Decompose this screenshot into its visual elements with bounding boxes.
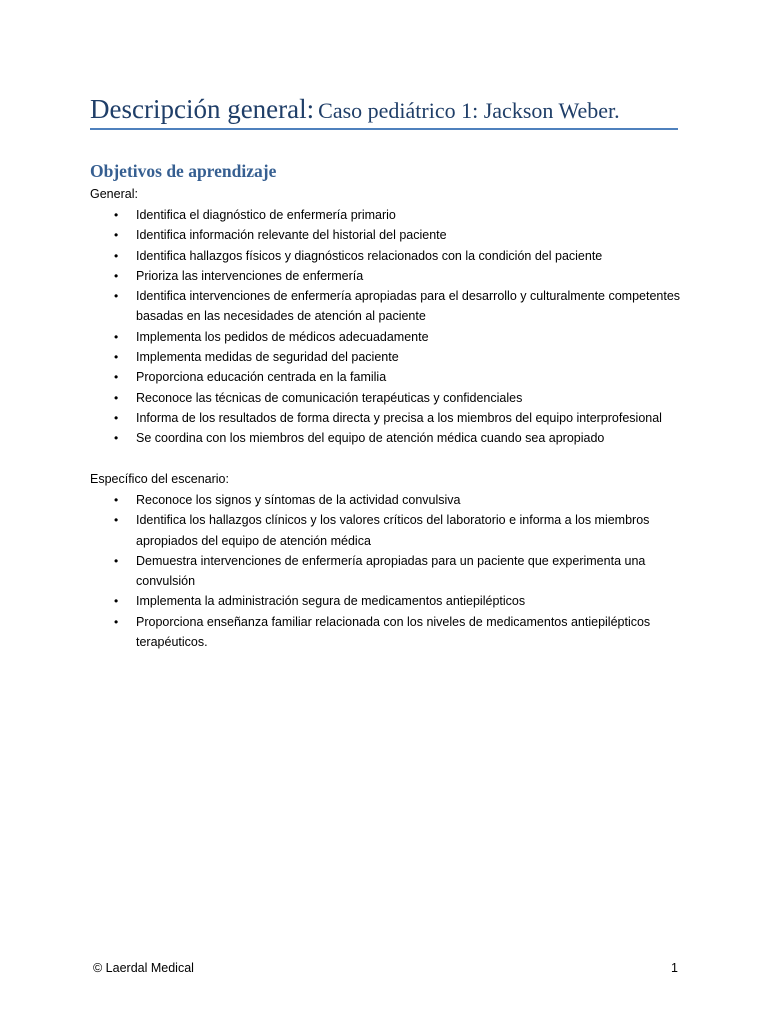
title-prefix: Descripción general: bbox=[90, 94, 315, 124]
footer-copyright: © Laerdal Medical bbox=[93, 961, 194, 975]
bullet-icon: • bbox=[114, 553, 119, 568]
title-underline bbox=[90, 128, 678, 130]
list-item: • Informa de los resultados de forma directa y precisa a los miembros del equipo interprofesional bbox=[0, 408, 700, 428]
title-case-name: Caso pediátrico 1: Jackson Weber. bbox=[318, 98, 620, 123]
footer-page-number: 1 bbox=[671, 961, 678, 975]
general-label: General: bbox=[90, 187, 138, 201]
bullet-icon: • bbox=[114, 228, 119, 243]
list-item: • Demuestra intervenciones de enfermería apropiadas para un paciente que experimenta una convulsión bbox=[0, 551, 700, 592]
list-item: • Identifica el diagnóstico de enfermería primario bbox=[0, 205, 700, 225]
section-heading-learning-objectives: Objetivos de aprendizaje bbox=[90, 161, 277, 181]
list-item: • Identifica hallazgos físicos y diagnósticos relacionados con la condición del paciente bbox=[0, 246, 700, 266]
scenario-specific-label: Específico del escenario: bbox=[90, 472, 229, 486]
list-item: • Proporciona enseñanza familiar relacionada con los niveles de medicamentos antiepilépticos terapéuticos. bbox=[0, 612, 700, 653]
bullet-icon: • bbox=[114, 248, 119, 263]
list-item: • Implementa medidas de seguridad del paciente bbox=[0, 347, 700, 367]
list-item: • Implementa la administración segura de medicamentos antiepilépticos bbox=[0, 591, 700, 611]
bullet-icon: • bbox=[114, 289, 119, 304]
scenario-objectives-list bbox=[0, 490, 700, 652]
list-item: • Proporciona educación centrada en la familia bbox=[0, 367, 700, 387]
bullet-icon: • bbox=[114, 208, 119, 222]
list-item: • Reconoce los signos y síntomas de la actividad convulsiva bbox=[0, 490, 700, 510]
bullet-icon: • bbox=[114, 594, 119, 609]
bullet-icon: • bbox=[114, 268, 119, 283]
list-item: • Reconoce las técnicas de comunicación terapéuticas y confidenciales bbox=[0, 388, 700, 408]
list-item: • Identifica intervenciones de enfermería apropiadas para el desarrollo y culturalmente competentes basadas en las necesidades de atención al paciente bbox=[0, 286, 700, 327]
general-objectives-list bbox=[0, 205, 700, 449]
list-item: • Implementa los pedidos de médicos adecuadamente bbox=[0, 327, 700, 347]
list-item: • Prioriza las intervenciones de enfermería bbox=[0, 266, 700, 286]
bullet-icon: • bbox=[114, 431, 119, 446]
bullet-icon: • bbox=[114, 614, 119, 629]
list-item: • Se coordina con los miembros del equipo de atención médica cuando sea apropiado bbox=[0, 428, 700, 448]
bullet-icon: • bbox=[114, 370, 119, 385]
bullet-icon: • bbox=[114, 350, 119, 365]
bullet-icon: • bbox=[114, 329, 119, 344]
list-item: • Identifica los hallazgos clínicos y los valores críticos del laboratorio e informa a los miembros apropiados del equipo de atención médica bbox=[0, 510, 700, 551]
list-item: • Identifica información relevante del historial del paciente bbox=[0, 225, 700, 245]
bullet-icon: • bbox=[114, 513, 119, 528]
bullet-icon: • bbox=[114, 493, 119, 507]
bullet-icon: • bbox=[114, 410, 119, 425]
bullet-icon: • bbox=[114, 390, 119, 405]
page-title bbox=[90, 92, 678, 131]
